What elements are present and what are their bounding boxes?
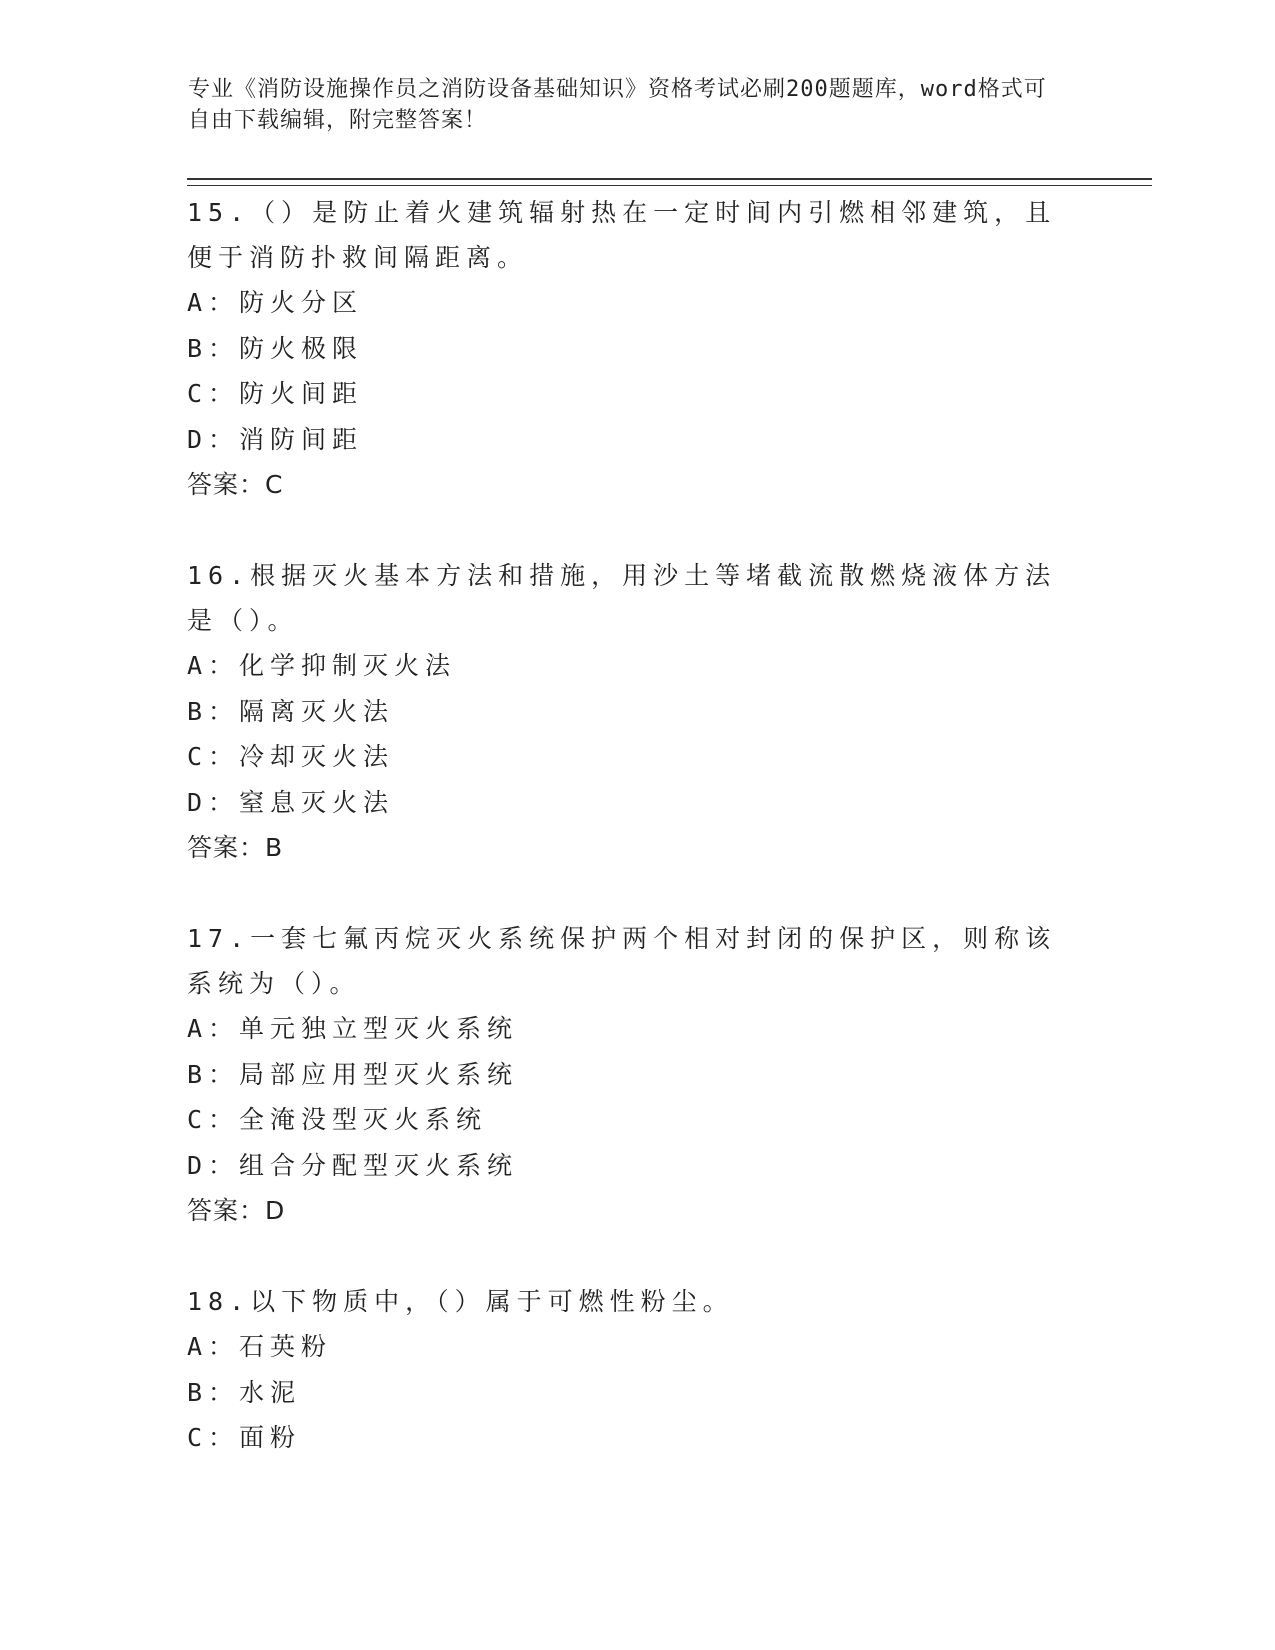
option-c: C：面粉 (187, 1423, 302, 1452)
option-b: B：水泥 (187, 1377, 302, 1407)
question-list (187, 190, 1087, 1507)
question-stem: 15.（）是防止着火建筑辐射热在一定时间内引燃相邻建筑，且便于消防扑救间隔距离。 (187, 198, 1057, 272)
question-15 (187, 190, 1087, 507)
option-a: A：石英粉 (187, 1332, 333, 1361)
option-a: A：防火分区 (187, 288, 364, 317)
header-divider (187, 178, 1152, 186)
question-17 (187, 916, 1087, 1233)
question-stem: 16.根据灭火基本方法和措施，用沙土等堵截流散燃烧液体方法是（）。 (187, 561, 1057, 635)
document-header: 专业《消防设施操作员之消防设备基础知识》资格考试必刷200题题库，word格式可自由下载编辑，附完整答案！ (188, 77, 1047, 133)
question-16 (187, 553, 1087, 870)
answer: 答案：D (187, 1196, 286, 1225)
option-d: D：窒息灭火法 (187, 787, 395, 817)
option-d: D：消防间距 (187, 424, 364, 454)
question-18 (187, 1279, 1087, 1461)
answer: 答案：B (187, 833, 284, 862)
option-d: D：组合分配型灭火系统 (187, 1150, 519, 1180)
option-b: B：局部应用型灭火系统 (187, 1059, 519, 1089)
option-b: B：防火极限 (187, 333, 364, 363)
option-a: A：化学抑制灭火法 (187, 651, 457, 680)
option-c: C：冷却灭火法 (187, 742, 395, 771)
question-stem: 17.一套七氟丙烷灭火系统保护两个相对封闭的保护区，则称该系统为（）。 (187, 924, 1057, 998)
option-b: B：隔离灭火法 (187, 696, 395, 726)
option-c: C：全淹没型灭火系统 (187, 1105, 488, 1134)
option-c: C：防火间距 (187, 379, 364, 408)
question-stem: 18.以下物质中，（）属于可燃性粉尘。 (187, 1287, 734, 1316)
option-a: A：单元独立型灭火系统 (187, 1014, 519, 1043)
answer: 答案：C (187, 470, 284, 499)
